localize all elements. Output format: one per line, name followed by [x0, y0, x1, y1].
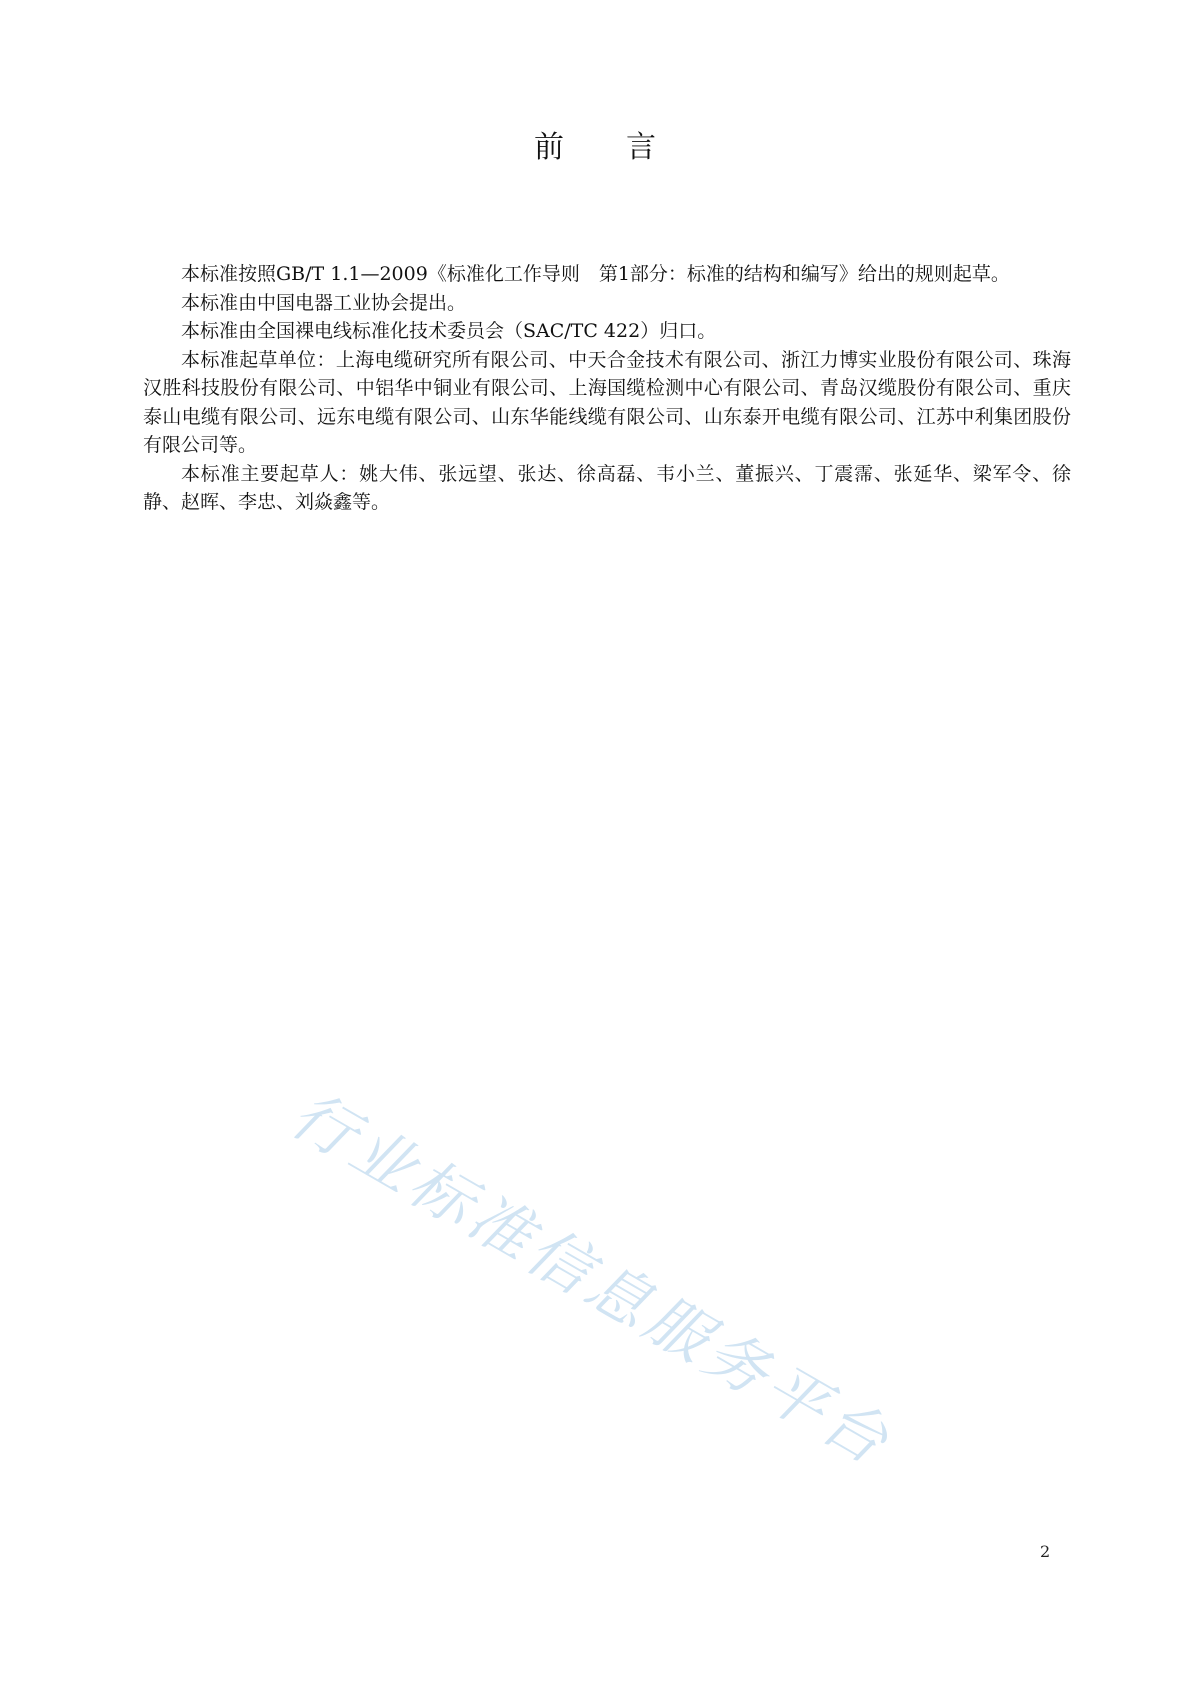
paragraph-drafting-units: 本标准起草单位：上海电缆研究所有限公司、中天合金技术有限公司、浙江力博实业股份有限公司、珠海汉胜科技股份有限公司、中铝华中铜业有限公司、上海国缆检测中心有限公司、青岛汉缆股份有限公司、重庆泰山电缆有限公司、远东电缆有限公司、山东华能线缆有限公司、山东泰开电缆有限公司、江苏中利集团股份有限公司等。 — [143, 348, 1071, 456]
foreword-body — [143, 260, 1071, 517]
paragraph-drafting-rules: 本标准按照GB/T 1.1—2009《标准化工作导则 第1部分：标准的结构和编写》给出的规则起草。 — [181, 263, 1010, 285]
page-number: 2 — [1040, 1542, 1051, 1561]
paragraph-drafters: 本标准主要起草人：姚大伟、张远望、张达、徐高磊、韦小兰、董振兴、丁震霈、张延华、梁军令、徐静、赵晖、李忠、刘焱鑫等。 — [143, 462, 1071, 513]
paragraph-proposer: 本标准由中国电器工业协会提出。 — [181, 291, 467, 314]
page-title: 前言 — [534, 130, 718, 165]
watermark: 行业标准信息服务平台 — [279, 1077, 905, 1481]
paragraph-committee: 本标准由全国裸电线标准化技术委员会（SAC/TC 422）归口。 — [181, 320, 717, 342]
